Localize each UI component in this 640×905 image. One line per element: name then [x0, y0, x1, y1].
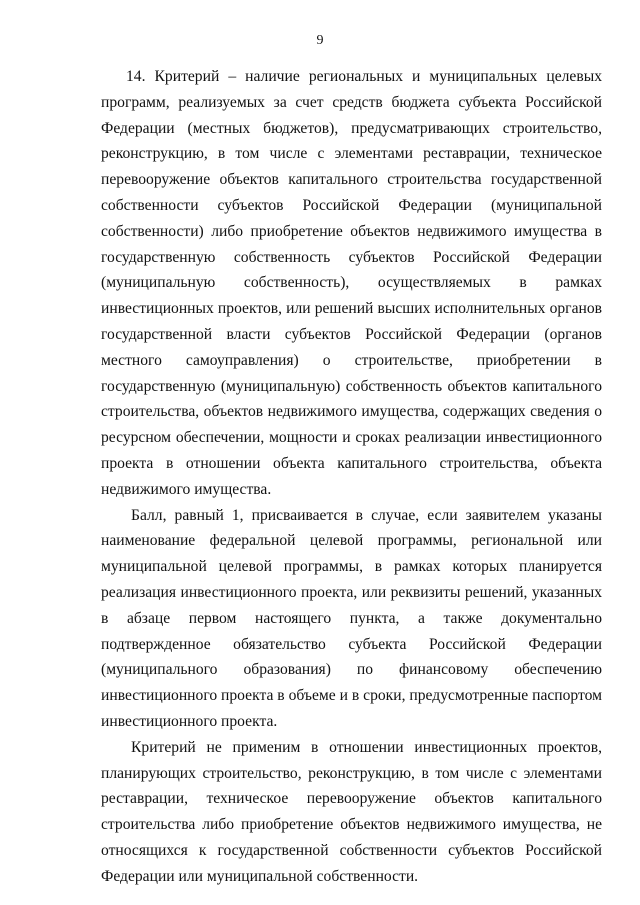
paragraph-criterion-14: 14. Критерий – наличие региональных и муниципальных целевых программ, реализуемых за счет средств бюджета субъекта Российской Федерации (местных бюджетов), предусматривающих строительство, реконструкцию, в том числе с элементами реставрации, техническое перевооружение объектов капитального строительства государственной собственности субъектов Российской Федерации (муниципальной собственности) либо приобретение объектов недвижимого имущества в государственную собственность субъектов Российской Федерации (муниципальную собственность), осуществляемых в рамках инвестиционных проектов, или решений высших исполнительных органов государственной власти субъектов Российской Федерации (органов местного самоуправления) о строительстве, приобретении в государственную (муниципальную) собственность объектов капитального строительства, объектов недвижимого имущества, содержащих сведения о ресурсном обеспечении, мощности и сроках реализации инвестиционного проекта в отношении объекта капитального строительства, объекта недвижимого имущества.	[101, 68, 602, 498]
paragraph-score-condition: Балл, равный 1, присваивается в случае, если заявителем указаны наименование федеральной целевой программы, региональной или муниципальной целевой программы, в рамках которых планируется реализация инвестиционного проекта, или реквизиты решений, указанных в абзаце первом настоящего пункта, а также документально подтвержденное обязательство субъекта Российской Федерации (муниципального образования) по финансовому обеспечению инвестиционного проекта в объеме и в сроки, предусмотренные паспортом инвестиционного проекта.	[101, 506, 602, 730]
document-body	[101, 64, 602, 890]
paragraph-criterion-exception: Критерий не применим в отношении инвестиционных проектов, планирующих строительство, реконструкцию, в том числе с элементами реставрации, техническое перевооружение объектов капитального строительства либо приобретение объектов недвижимого имущества, не относящихся к государственной собственности субъектов Российской Федерации или муниципальной собственности.	[101, 738, 602, 885]
page-number: 9	[316, 33, 324, 48]
